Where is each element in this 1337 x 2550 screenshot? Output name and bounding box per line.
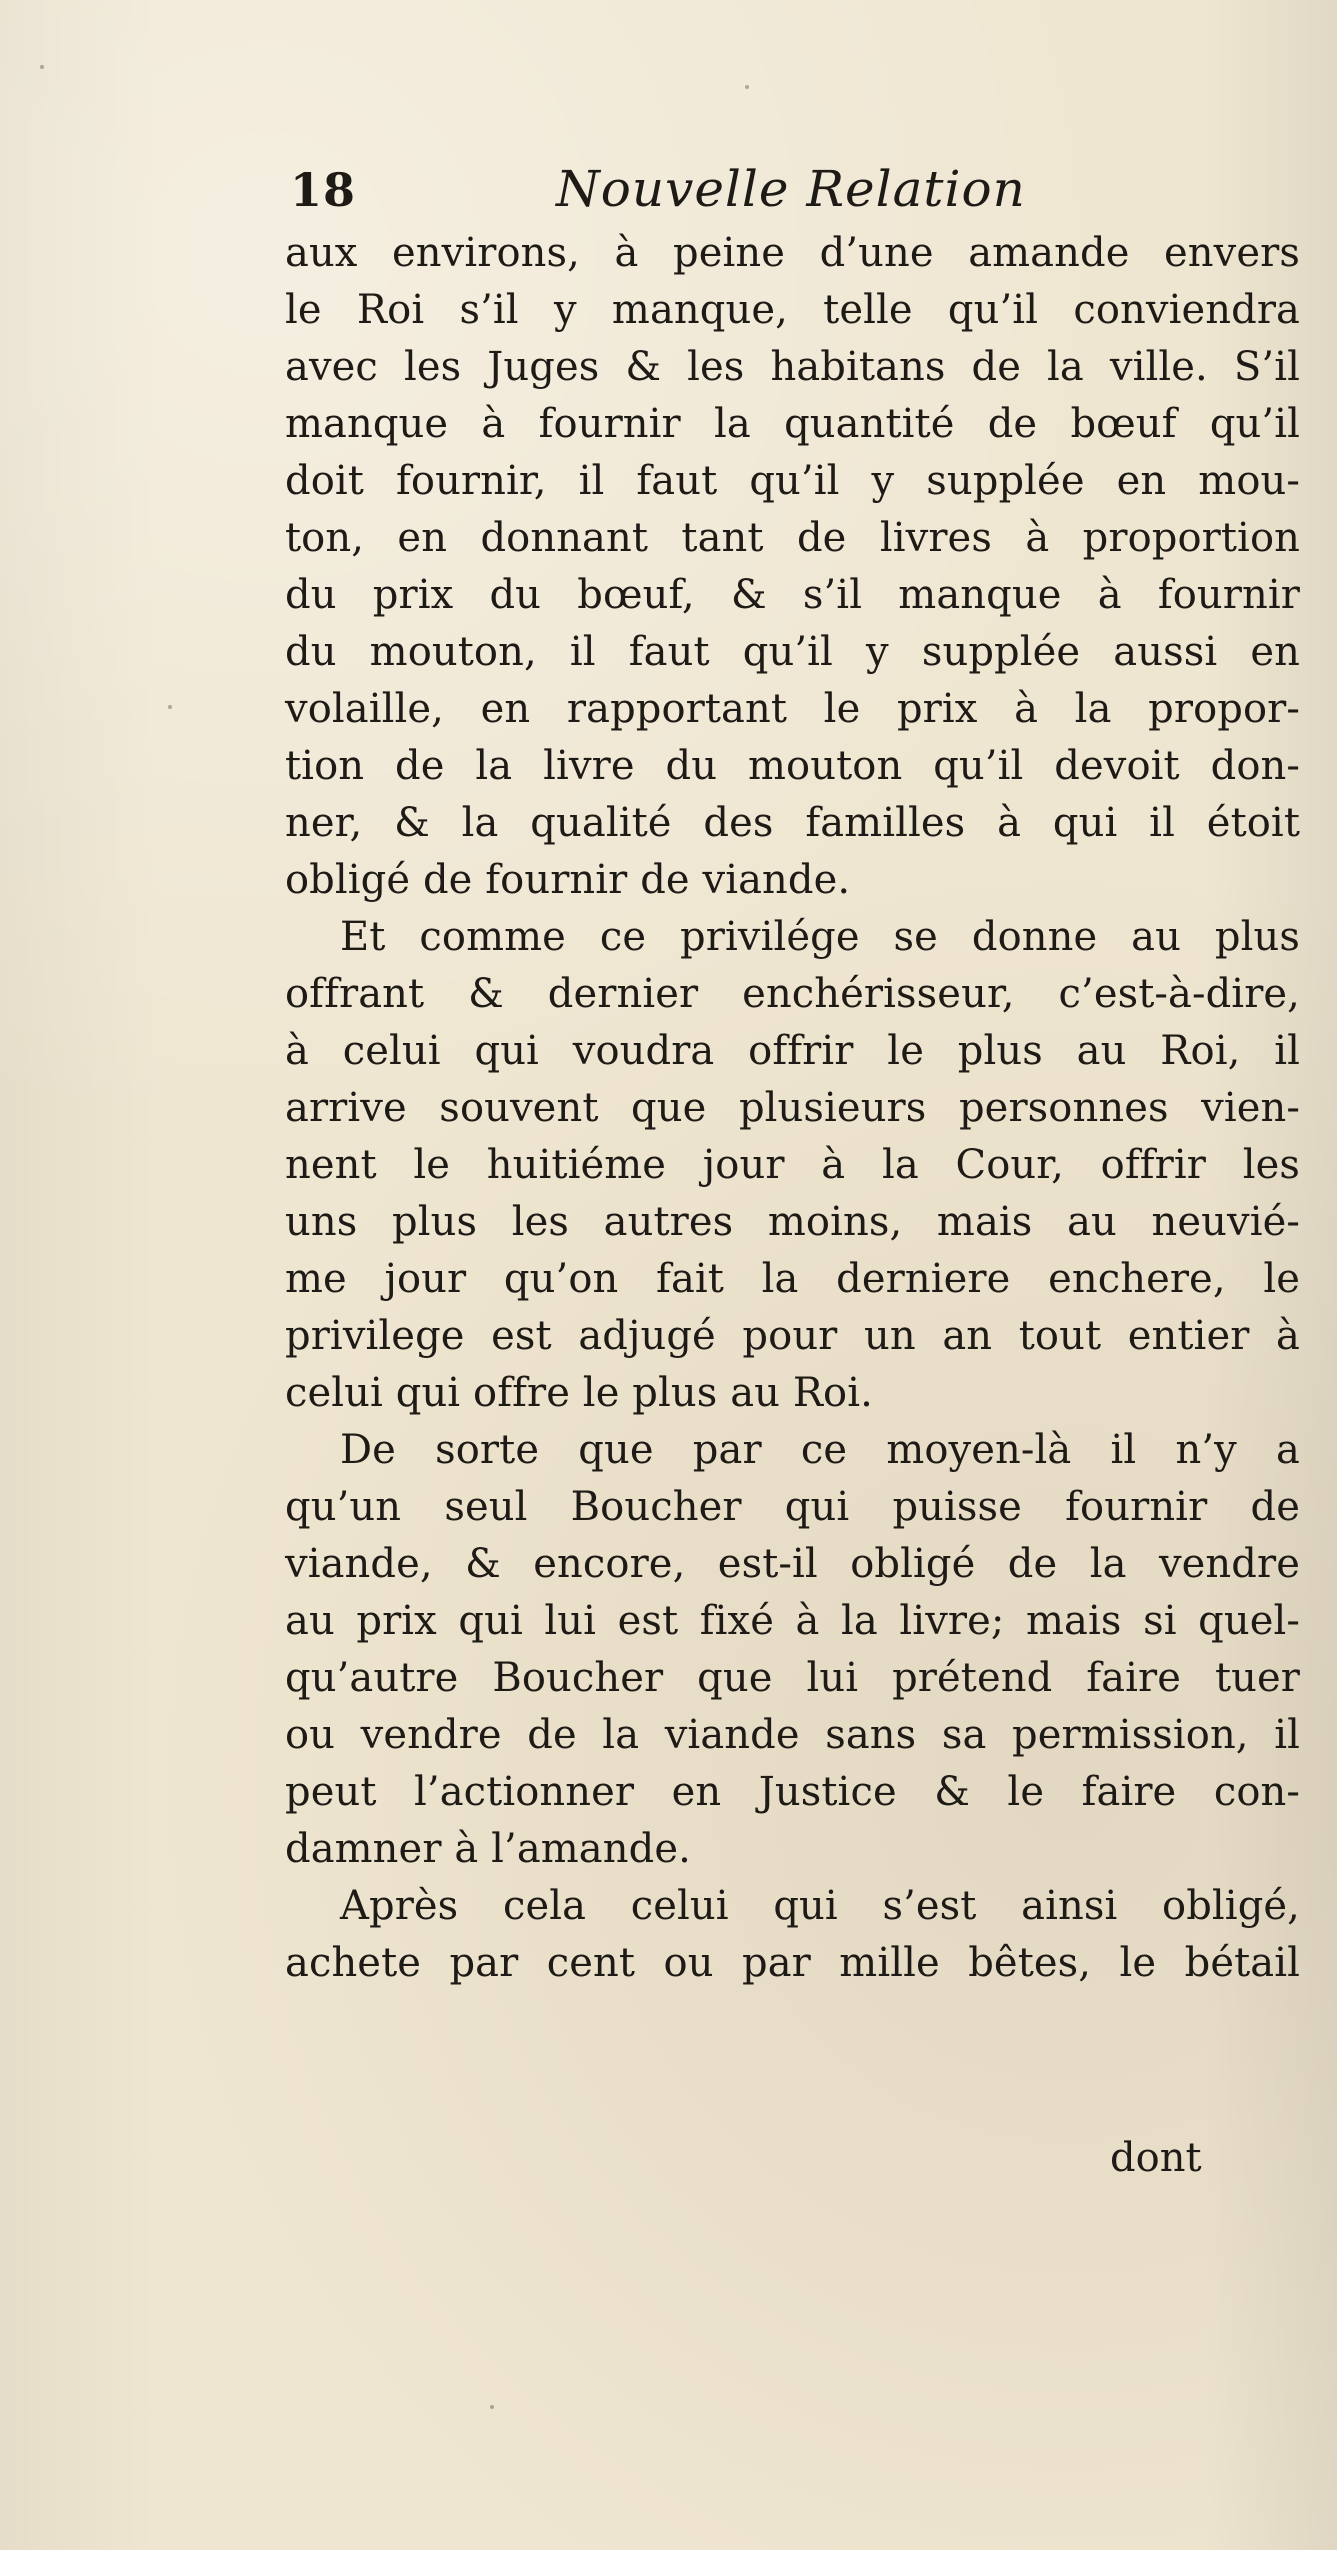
text-line: ou vendre de la viande sans sa permission, il [285,1712,1300,1758]
body-text [285,225,1300,1992]
page-number: 18 [290,163,357,217]
text-line: du prix du bœuf, & s’il manque à fournir [285,572,1300,618]
text-line: arrive souvent que plusieurs personnes vien- [285,1085,1300,1131]
text-line: Après cela celui qui s’est ainsi obligé, [340,1883,1300,1929]
text-line: avec les Juges & les habitans de la ville. S’il [285,344,1300,390]
text-line: qu’un seul Boucher qui puisse fournir de [285,1484,1300,1530]
text-line: tion de la livre du mouton qu’il devoit don- [285,743,1300,789]
text-line: manque à fournir la quantité de bœuf qu’il [285,401,1300,447]
paper-speck [168,705,172,709]
paper-speck [40,65,44,69]
text-line: au prix qui lui est fixé à la livre; mais si quel- [285,1598,1300,1644]
text-line: me jour qu’on fait la derniere enchere, le [285,1256,1300,1302]
text-line: viande, & encore, est-il obligé de la vendre [285,1541,1300,1587]
text-line: achete par cent ou par mille bêtes, le bétail [285,1940,1300,1986]
text-line: du mouton, il faut qu’il y supplée aussi en [285,629,1300,675]
text-line: peut l’actionner en Justice & le faire con- [285,1769,1300,1815]
text-line: aux environs, à peine d’une amande envers [285,230,1300,276]
text-line: volaille, en rapportant le prix à la propor- [285,686,1300,732]
text-line: doit fournir, il faut qu’il y supplée en mou- [285,458,1300,504]
text-line: nent le huitiéme jour à la Cour, offrir les [285,1142,1300,1188]
text-line: ton, en donnant tant de livres à proportion [285,515,1300,561]
text-line: damner à l’amande. [285,1826,691,1872]
paper-speck [745,85,749,89]
text-line: Et comme ce privilége se donne au plus [340,914,1300,960]
text-line: qu’autre Boucher que lui prétend faire tuer [285,1655,1300,1701]
text-line: le Roi s’il y manque, telle qu’il conviendra [285,287,1300,333]
text-line: offrant & dernier enchérisseur, c’est-à-dire, [285,971,1300,1017]
catchword: dont [1110,2135,1202,2181]
text-line: privilege est adjugé pour un an tout entier à [285,1313,1300,1359]
paper-speck [490,2405,494,2409]
text-line: à celui qui voudra offrir le plus au Roi, il [285,1028,1300,1074]
text-line: celui qui offre le plus au Roi. [285,1370,873,1416]
text-line: De sorte que par ce moyen-là il n’y a [340,1427,1300,1473]
text-line: obligé de fournir de viande. [285,857,851,903]
running-title: Nouvelle Relation [556,160,1026,218]
page-header [290,160,1070,230]
text-line: ner, & la qualité des familles à qui il étoit [285,800,1300,846]
text-line: uns plus les autres moins, mais au neuvié- [285,1199,1300,1245]
